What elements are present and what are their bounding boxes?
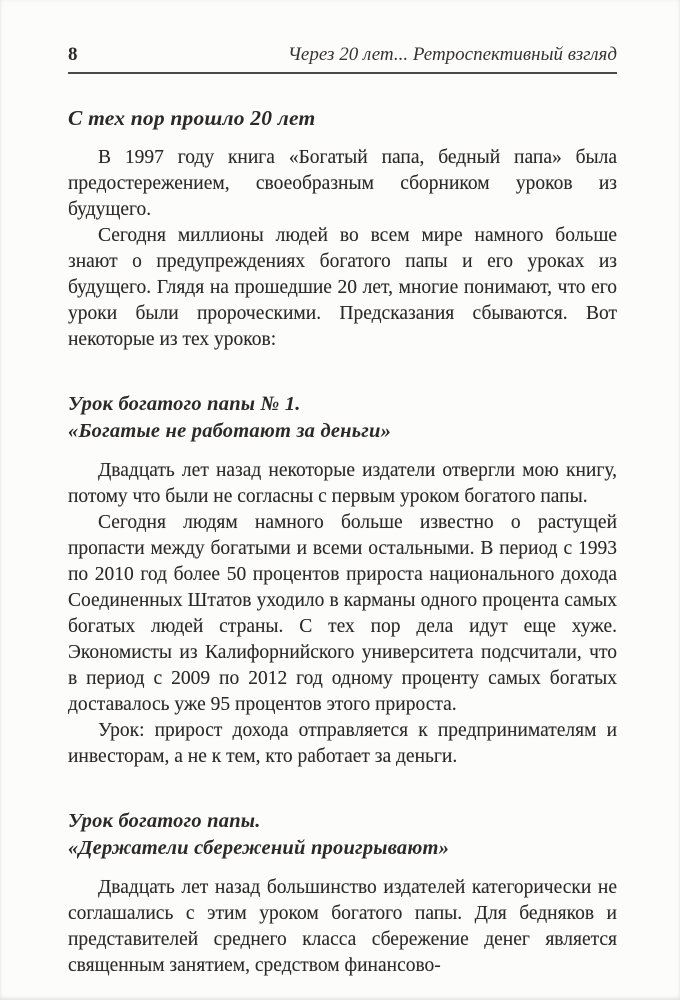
running-title: Через 20 лет... Ретроспективный взгляд: [287, 44, 617, 65]
lesson-1-paragraph-2: Сегодня людям намного больше известно о растущей пропасти между богатыми и всеми остальными. В период с 1993 по 2010 год более 50 процентов прироста национального дохода Соединенных Штатов уходило в карманы одного процента самых богатых людей страны. С тех пор дела идут еще хуже. Экономисты из Калифорнийского университета подсчитали, что в период с 2009 по 2012 год одному проценту самых богатых доставалось уже 95 процентов этого прироста.: [68, 512, 617, 715]
lesson-2-paragraph-1: Двадцать лет назад большинство издателей категорически не соглашались с этим уроком богатого папы. Для бедняков и представителей среднего класса сбережение денег является священным занятием, средством финансово-: [68, 877, 617, 976]
intro-paragraph-1: В 1997 году книга «Богатый папа, бедный папа» была предостережением, своеобразным сборником уроков из будущего.: [68, 147, 617, 220]
page-number: 8: [68, 44, 78, 65]
intro-paragraph-2: Сегодня миллионы людей во всем мире намного больше знают о предупреждениях богатого папы и его уроках из будущего. Глядя на прошедшие 20 лет, многие понимают, что его уроки были пророческими. Предсказания сбываются. Вот некоторые из тех уроков:: [68, 225, 617, 350]
lesson-2-heading-line2: «Держатели сбережений проигрывают»: [68, 837, 450, 859]
page-header: [68, 44, 617, 74]
lesson-1-paragraph-1: Двадцать лет назад некоторые издатели отвергли мою книгу, потому что были не согласны с первым уроком богатого папы.: [68, 460, 617, 507]
lesson-2-heading: [68, 808, 617, 862]
lesson-1-paragraph-3: Урок: прирост дохода отправляется к предпринимателям и инвесторам, а не к тем, кто работает за деньги.: [68, 720, 617, 767]
lesson-1-heading-line1: Урок богатого папы № 1.: [68, 393, 301, 415]
lesson-1-heading-line2: «Богатые не работают за деньги»: [68, 420, 392, 442]
chapter-heading: С тех пор прошло 20 лет: [68, 106, 316, 130]
lesson-2-heading-line1: Урок богатого папы.: [68, 810, 261, 832]
lesson-1-heading: [68, 391, 617, 445]
